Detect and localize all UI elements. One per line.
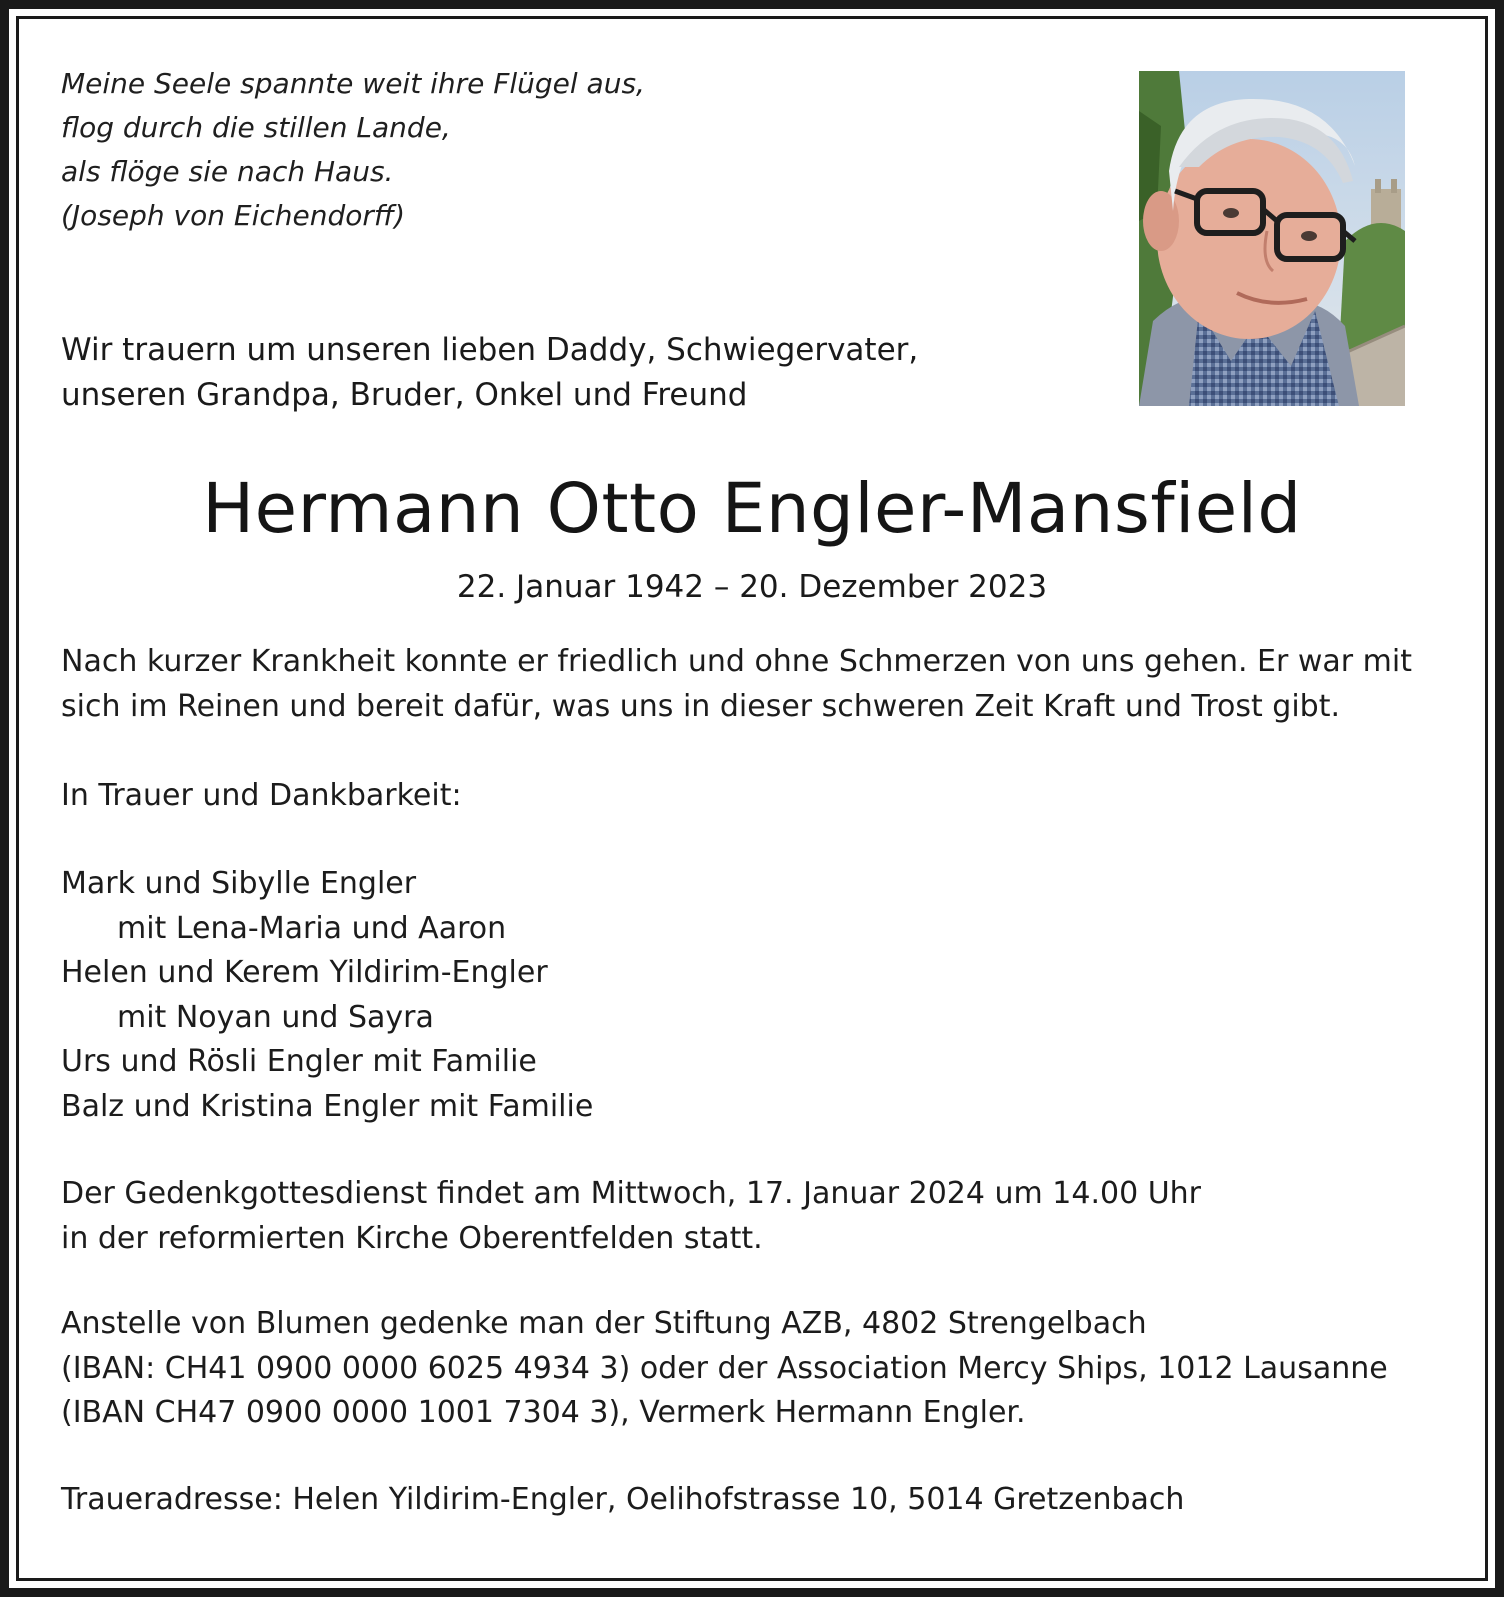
donation-line: (IBAN CH47 0900 0000 1001 7304 3), Vermerk Hermann Engler. <box>61 1395 1026 1430</box>
mourner-entry: Helen und Kerem Yildirim-Engler <box>61 955 548 990</box>
mourner-entry: Urs und Rösli Engler mit Familie <box>61 1044 537 1079</box>
poem-line: flog durch die stillen Lande, <box>61 111 451 144</box>
mourners-intro-text: In Trauer und Dankbarkeit: <box>61 778 462 813</box>
mourners-intro <box>61 774 462 819</box>
service-info <box>61 1172 1201 1261</box>
farewell-message <box>61 640 1412 729</box>
poem-quote <box>61 62 645 238</box>
poem-author: (Joseph von Eichendorff) <box>61 199 406 232</box>
message-line: sich im Reinen und bereit dafür, was uns in dieser schweren Zeit Kraft und Trost gibt. <box>61 688 1341 724</box>
donation-line: Anstelle von Blumen gedenke man der Stiftung AZB, 4802 Strengelbach <box>61 1306 1147 1341</box>
poem-line: Meine Seele spannte weit ihre Flügel aus, <box>61 67 645 100</box>
message-line: Nach kurzer Krankheit konnte er friedlich und ohne Schmerzen von uns gehen. Er war mit <box>61 644 1412 679</box>
mourning-address <box>61 1478 1184 1523</box>
deceased-name: Hermann Otto Engler-Mansfield <box>202 469 1302 549</box>
donation-info <box>61 1302 1388 1436</box>
portrait-photo <box>1139 71 1405 406</box>
life-dates: 22. Januar 1942 – 20. Dezember 2023 <box>456 569 1048 605</box>
mourning-statement <box>61 328 918 418</box>
mourners-list <box>61 862 593 1129</box>
mourning-line: unseren Grandpa, Bruder, Onkel und Freund <box>61 377 748 413</box>
mourner-subentry: mit Lena-Maria und Aaron <box>117 910 507 946</box>
service-line: in der reformierten Kirche Oberentfelden statt. <box>61 1220 763 1256</box>
service-line: Der Gedenkgottesdienst findet am Mittwoch, 17. Januar 2024 um 14.00 Uhr <box>61 1176 1202 1211</box>
mourner-entry: Mark und Sibylle Engler <box>61 866 417 901</box>
mourner-entry: Balz und Kristina Engler mit Familie <box>61 1088 594 1124</box>
mourner-subentry: mit Noyan und Sayra <box>117 999 434 1035</box>
poem-line: als flöge sie nach Haus. <box>61 155 394 188</box>
donation-line: (IBAN: CH41 0900 0000 6025 4934 3) oder der Association Mercy Ships, 1012 Lausanne <box>61 1350 1388 1386</box>
mourning-line: Wir trauern um unseren lieben Daddy, Schwiegervater, <box>61 332 919 368</box>
address-text: Traueradresse: Helen Yildirim-Engler, Oelihofstrasse 10, 5014 Gretzenbach <box>61 1482 1185 1517</box>
